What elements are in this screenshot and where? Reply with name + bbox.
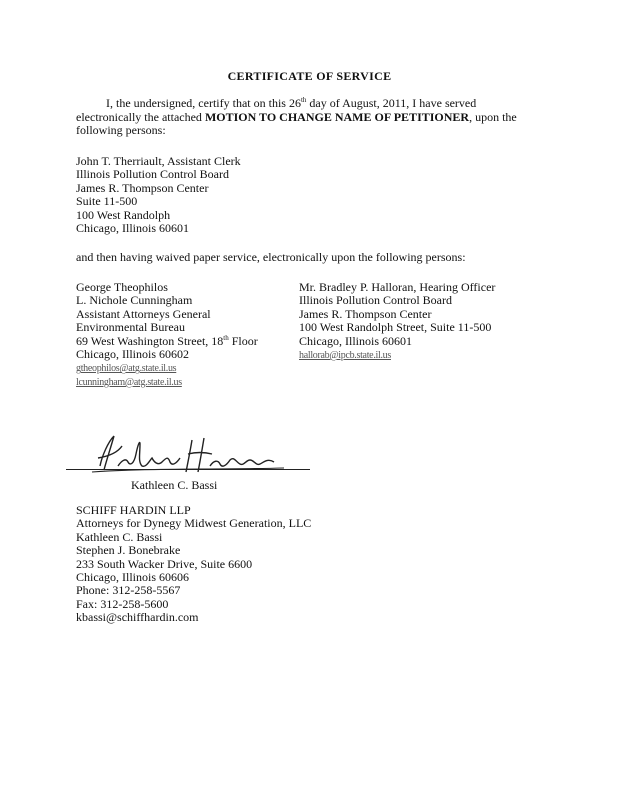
firm-line: SCHIFF HARDIN LLP bbox=[76, 503, 191, 517]
clerk-line: Illinois Pollution Control Board bbox=[76, 167, 230, 182]
left-party-line: Environmental Bureau bbox=[76, 320, 185, 335]
left-party-email-link[interactable]: gtheophilos@atg.state.il.us bbox=[76, 363, 177, 375]
intro-text-2: day of August, 2011, I have served electronically the attached bbox=[76, 96, 477, 124]
clerk-line: John T. Therriault, Assistant Clerk bbox=[76, 154, 241, 168]
intro-text-3: , upon the following persons: bbox=[76, 109, 517, 137]
intro-paragraph bbox=[76, 97, 526, 138]
right-party-email-link[interactable]: hallorab@ipcb.state.il.us bbox=[299, 349, 391, 361]
clerk-address-block bbox=[76, 155, 241, 235]
right-party-line: 100 West Randolph Street, Suite 11-500 bbox=[299, 320, 492, 335]
page-title: CERTIFICATE OF SERVICE bbox=[227, 69, 392, 83]
clerk-line: James R. Thompson Center bbox=[76, 180, 209, 195]
document-name: MOTION TO CHANGE NAME OF PETITIONER bbox=[204, 109, 470, 124]
firm-line: Fax: 312-258-5600 bbox=[76, 596, 169, 611]
street-text-1: 69 West Washington Street, 18 bbox=[76, 333, 224, 348]
left-party-city: Chicago, Illinois 60602 bbox=[76, 346, 189, 361]
firm-line: Chicago, Illinois 60606 bbox=[76, 569, 189, 584]
street-superscript: th bbox=[223, 333, 229, 342]
left-party-block bbox=[76, 281, 258, 388]
signatory-name: Kathleen C. Bassi bbox=[131, 478, 218, 492]
right-party-line: Mr. Bradley P. Halloran, Hearing Officer bbox=[299, 280, 496, 294]
left-party-line: L. Nichole Cunningham bbox=[76, 293, 193, 308]
left-party-street bbox=[76, 335, 258, 348]
firm-line: Attorneys for Dynegy Midwest Generation, LLC bbox=[76, 516, 312, 531]
served-statement: and then having waived paper service, electronically upon the following persons: bbox=[76, 250, 466, 264]
clerk-line: Chicago, Illinois 60601 bbox=[76, 220, 189, 235]
clerk-line: Suite 11-500 bbox=[76, 194, 138, 209]
signature-line bbox=[66, 469, 310, 470]
left-party-line: George Theophilos bbox=[76, 280, 168, 294]
firm-line: Phone: 312-258-5567 bbox=[76, 583, 181, 598]
right-party-line: James R. Thompson Center bbox=[299, 306, 432, 321]
clerk-line: 100 West Randolph bbox=[76, 207, 171, 222]
right-party-line: Chicago, Illinois 60601 bbox=[299, 333, 412, 348]
right-party-line: Illinois Pollution Control Board bbox=[299, 293, 453, 308]
left-party-line: Assistant Attorneys General bbox=[76, 306, 211, 321]
intro-superscript: th bbox=[300, 96, 307, 104]
firm-line: Kathleen C. Bassi bbox=[76, 529, 163, 544]
intro-text-1: I, the undersigned, certify that on this 26 bbox=[106, 96, 301, 110]
firm-email: kbassi@schiffhardin.com bbox=[76, 610, 199, 625]
right-party-block bbox=[299, 281, 495, 361]
firm-line: Stephen J. Bonebrake bbox=[76, 543, 181, 558]
street-text-2: Floor bbox=[228, 333, 258, 348]
firm-block bbox=[76, 504, 311, 625]
left-party-email-link[interactable]: lcunningham@atg.state.il.us bbox=[76, 376, 182, 388]
firm-line: 233 South Wacker Drive, Suite 6600 bbox=[76, 556, 253, 571]
